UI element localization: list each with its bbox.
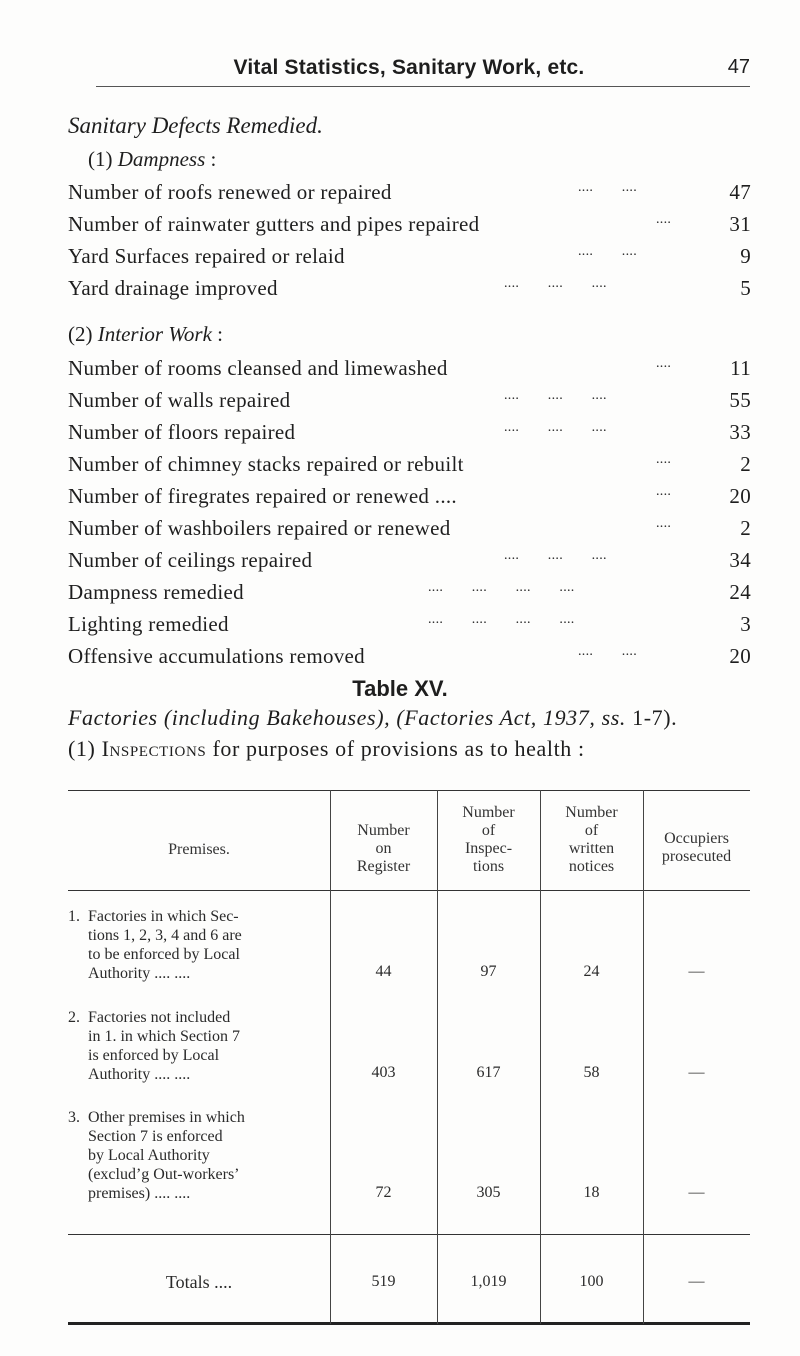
row-number: 2. bbox=[68, 1009, 80, 1026]
item-label: Yard Surfaces repaired or relaid bbox=[68, 244, 345, 268]
leader-dots: .... bbox=[656, 212, 672, 227]
list-item bbox=[68, 516, 751, 544]
inspections-caption bbox=[68, 736, 758, 762]
item-value: 33 bbox=[729, 420, 751, 444]
header-line: on bbox=[375, 840, 392, 857]
item-value: 3 bbox=[740, 612, 751, 636]
item-label: Number of rainwater gutters and pipes repaired bbox=[68, 212, 480, 236]
list-item bbox=[68, 644, 751, 672]
item-label: Lighting remedied bbox=[68, 612, 229, 636]
header-notices bbox=[540, 804, 643, 876]
item-label: Yard drainage improved bbox=[68, 276, 278, 300]
table-title: Table XV. bbox=[352, 676, 448, 701]
description-line: Factories not included bbox=[88, 1009, 231, 1026]
cell-inspections: 617 bbox=[476, 1064, 501, 1081]
premises-description bbox=[88, 1008, 326, 1084]
list-item bbox=[68, 420, 751, 448]
subheading-interior-work: (2) Interior Work : bbox=[68, 322, 223, 346]
description-line: (exclud’g Out-workers’ bbox=[88, 1166, 240, 1183]
total-notices: 100 bbox=[579, 1273, 604, 1290]
header-line: Number bbox=[565, 804, 618, 821]
header-inspections bbox=[437, 804, 540, 876]
subheading-title: Dampness bbox=[117, 147, 206, 171]
row-number: 3. bbox=[68, 1109, 80, 1126]
cell-prosecuted: — bbox=[688, 963, 705, 980]
cell-prosecuted: — bbox=[688, 1064, 705, 1081]
cell-notices: 18 bbox=[583, 1184, 600, 1201]
description-line: Authority .... .... bbox=[88, 965, 191, 982]
item-value: 20 bbox=[729, 484, 751, 508]
running-title: Vital Statistics, Sanitary Work, etc. bbox=[233, 56, 585, 79]
header-line: tions bbox=[472, 858, 505, 875]
list-item bbox=[68, 612, 751, 640]
header-line: Inspec- bbox=[464, 840, 513, 857]
page-header bbox=[68, 56, 750, 90]
description-line: to be enforced by Local bbox=[88, 946, 240, 963]
leader-dots: .... bbox=[656, 516, 672, 531]
factories-caption-main: Factories (including Bakehouses), (Factories Act, 1937, ss. bbox=[68, 705, 627, 730]
section-heading: Sanitary Defects Remedied. bbox=[68, 113, 323, 138]
leader-dots: .... .... bbox=[578, 244, 637, 259]
leader-dots: .... .... .... bbox=[504, 388, 607, 403]
item-label: Number of washboilers repaired or renewed bbox=[68, 516, 451, 540]
header-line: of bbox=[584, 822, 599, 839]
item-value: 34 bbox=[729, 548, 751, 572]
description-line: premises) .... .... bbox=[88, 1185, 191, 1202]
leader-dots: .... bbox=[656, 452, 672, 467]
subheading-title: Interior Work bbox=[97, 322, 212, 346]
item-label: Number of floors repaired bbox=[68, 420, 296, 444]
cell-register: 72 bbox=[375, 1184, 392, 1201]
item-value: 47 bbox=[729, 180, 751, 204]
item-value: 2 bbox=[740, 516, 751, 540]
description-line: in 1. in which Section 7 bbox=[88, 1028, 240, 1045]
premises-description bbox=[88, 907, 326, 983]
cell-register: 403 bbox=[371, 1064, 396, 1081]
description-line: Other premises in which bbox=[88, 1109, 245, 1126]
header-line: Number bbox=[462, 804, 515, 821]
cell-notices: 24 bbox=[583, 963, 600, 980]
total-prosecuted: — bbox=[688, 1273, 705, 1290]
leader-dots: .... .... bbox=[578, 644, 637, 659]
list-item bbox=[68, 580, 751, 608]
cell-inspections: 97 bbox=[480, 963, 497, 980]
factories-caption bbox=[68, 705, 758, 731]
list-item bbox=[68, 548, 751, 576]
inspections-table bbox=[68, 790, 750, 1325]
cell-prosecuted: — bbox=[688, 1184, 705, 1201]
subheading-dampness: (1) Dampness : bbox=[88, 147, 217, 171]
cell-notices: 58 bbox=[583, 1064, 600, 1081]
list-item bbox=[68, 484, 751, 512]
header-line: Occupiers bbox=[664, 830, 729, 847]
body-bottom-rule bbox=[68, 1234, 750, 1235]
subheading-number: (1) bbox=[88, 147, 113, 171]
item-value: 9 bbox=[740, 244, 751, 268]
leader-dots: .... bbox=[656, 356, 672, 371]
inspections-number: (1) bbox=[68, 736, 96, 761]
leader-dots: .... .... .... .... bbox=[428, 612, 575, 627]
item-value: 11 bbox=[730, 356, 751, 380]
list-item bbox=[68, 388, 751, 416]
cell-inspections: 305 bbox=[476, 1184, 501, 1201]
header-line: notices bbox=[568, 858, 615, 875]
leader-dots: .... .... .... bbox=[504, 548, 607, 563]
item-label: Number of chimney stacks repaired or rebuilt bbox=[68, 452, 464, 476]
description-line: by Local Authority bbox=[88, 1147, 210, 1164]
item-label: Dampness remedied bbox=[68, 580, 244, 604]
row-number: 1. bbox=[68, 908, 80, 925]
totals-label: Totals .... bbox=[165, 1272, 233, 1292]
header-line: Register bbox=[356, 858, 411, 875]
list-item bbox=[68, 452, 751, 480]
list-item bbox=[68, 356, 751, 384]
leader-dots: .... .... bbox=[578, 180, 637, 195]
item-value: 55 bbox=[729, 388, 751, 412]
total-register: 519 bbox=[371, 1273, 396, 1290]
total-inspections: 1,019 bbox=[470, 1273, 507, 1290]
item-value: 20 bbox=[729, 644, 751, 668]
header-rule bbox=[96, 86, 750, 87]
header-line: of bbox=[481, 822, 496, 839]
description-line: tions 1, 2, 3, 4 and 6 are bbox=[88, 927, 242, 944]
inspections-rest: for purposes of provisions as to health : bbox=[212, 736, 585, 761]
header-premises: Premises. bbox=[168, 841, 230, 858]
header-register bbox=[330, 822, 437, 876]
header-line: prosecuted bbox=[661, 848, 732, 865]
leader-dots: .... .... .... bbox=[504, 276, 607, 291]
leader-dots: .... .... .... bbox=[504, 420, 607, 435]
list-item bbox=[68, 244, 751, 272]
column-rule bbox=[643, 790, 644, 1324]
item-label: Number of roofs renewed or repaired bbox=[68, 180, 392, 204]
item-label: Offensive accumulations removed bbox=[68, 644, 365, 668]
header-line: Number bbox=[357, 822, 410, 839]
description-line: Factories in which Sec- bbox=[88, 908, 239, 925]
premises-description bbox=[88, 1108, 326, 1203]
cell-register: 44 bbox=[375, 963, 392, 980]
item-label: Number of firegrates repaired or renewed .... bbox=[68, 484, 457, 508]
leader-dots: .... bbox=[656, 484, 672, 499]
item-value: 5 bbox=[740, 276, 751, 300]
description-line: Section 7 is enforced bbox=[88, 1128, 223, 1145]
item-value: 31 bbox=[729, 212, 751, 236]
table-top-rule bbox=[68, 790, 750, 791]
table-bottom-rule bbox=[68, 1322, 750, 1325]
inspections-lead: Inspections bbox=[101, 736, 207, 761]
list-item bbox=[68, 180, 751, 208]
header-bottom-rule bbox=[68, 890, 750, 891]
item-label: Number of ceilings repaired bbox=[68, 548, 313, 572]
header-prosecuted bbox=[643, 830, 750, 866]
factories-caption-sections: 1-7). bbox=[632, 705, 678, 730]
list-item bbox=[68, 276, 751, 304]
list-item bbox=[68, 212, 751, 240]
page-number: 47 bbox=[727, 56, 750, 78]
item-value: 24 bbox=[729, 580, 751, 604]
header-line: written bbox=[568, 840, 615, 857]
item-value: 2 bbox=[740, 452, 751, 476]
subheading-number: (2) bbox=[68, 322, 93, 346]
description-line: Authority .... .... bbox=[88, 1066, 191, 1083]
item-label: Number of rooms cleansed and limewashed bbox=[68, 356, 448, 380]
description-line: is enforced by Local bbox=[88, 1047, 220, 1064]
leader-dots: .... .... .... .... bbox=[428, 580, 575, 595]
item-label: Number of walls repaired bbox=[68, 388, 291, 412]
